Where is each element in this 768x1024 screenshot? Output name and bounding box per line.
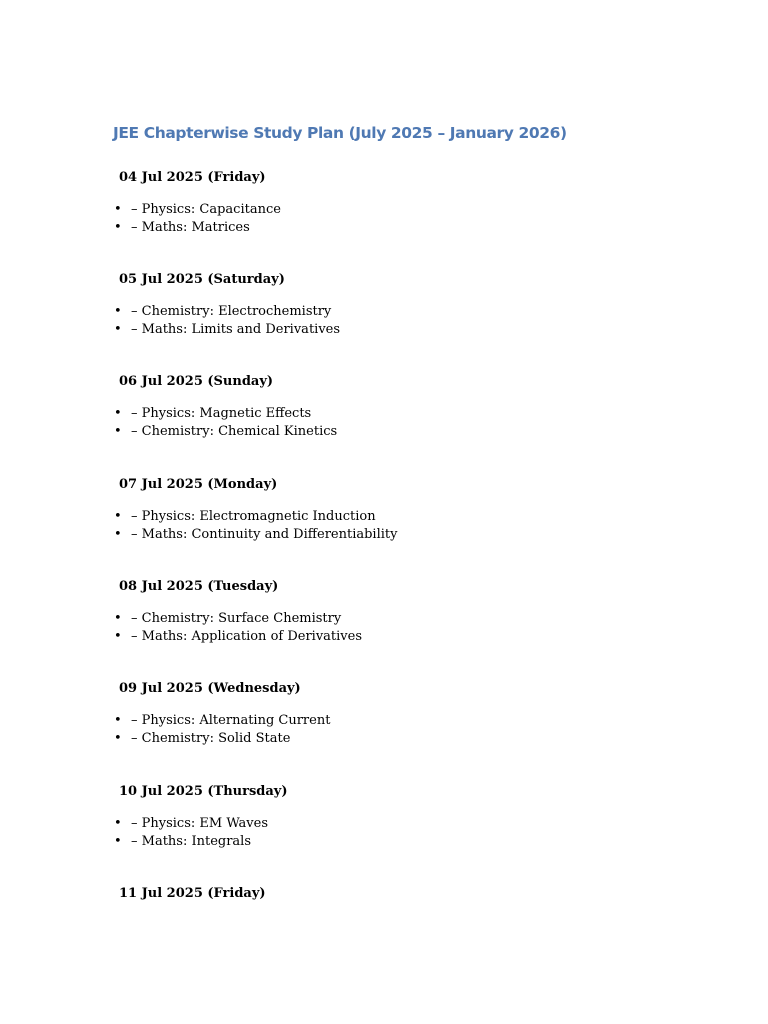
list-item-text: ⁠– Chemistry: Electrochemistry xyxy=(131,304,332,319)
bullet-icon: • xyxy=(114,816,122,831)
bullet-icon: • xyxy=(114,731,122,746)
day-heading: 06 Jul 2025 (Sunday) xyxy=(119,374,274,389)
day-heading: 05 Jul 2025 (Saturday) xyxy=(119,272,285,287)
day-heading: 09 Jul 2025 (Wednesday) xyxy=(119,681,301,696)
bullet-icon: • xyxy=(114,322,122,337)
list-item-text: ⁠– Maths: Application of Derivatives xyxy=(131,629,363,644)
list-item-text: ⁠– Chemistry: Surface Chemistry xyxy=(131,611,342,626)
list-item-text: ⁠– Physics: Capacitance xyxy=(131,202,281,217)
bullet-icon: • xyxy=(114,611,122,626)
list-item-text: ⁠– Maths: Matrices xyxy=(131,220,250,235)
day-heading: 08 Jul 2025 (Tuesday) xyxy=(119,579,279,594)
list-item-text: ⁠– Chemistry: Solid State xyxy=(131,731,291,746)
bullet-icon: • xyxy=(114,220,122,235)
day-heading: 07 Jul 2025 (Monday) xyxy=(119,477,278,492)
bullet-icon: • xyxy=(114,424,122,439)
day-heading: 04 Jul 2025 (Friday) xyxy=(119,170,266,185)
list-item-text: ⁠– Maths: Limits and Derivatives xyxy=(131,322,341,337)
list-item-text: ⁠– Physics: EM Waves xyxy=(131,816,269,831)
bullet-icon: • xyxy=(114,713,122,728)
day-heading: 10 Jul 2025 (Thursday) xyxy=(119,784,288,799)
list-item-text: ⁠– Maths: Continuity and Differentiability xyxy=(131,527,398,542)
day-heading: 11 Jul 2025 (Friday) xyxy=(119,886,266,901)
bullet-icon: • xyxy=(114,509,122,524)
bullet-icon: • xyxy=(114,304,122,319)
bullet-icon: • xyxy=(114,406,122,421)
bullet-icon: • xyxy=(114,202,122,217)
document-title: JEE Chapterwise Study Plan (July 2025 – January 2026) xyxy=(113,124,567,142)
list-item-text: ⁠– Chemistry: Chemical Kinetics xyxy=(131,424,338,439)
list-item-text: ⁠– Maths: Integrals xyxy=(131,834,252,849)
list-item-text: ⁠– Physics: Magnetic Effects xyxy=(131,406,312,421)
list-item-text: ⁠– Physics: Electromagnetic Induction xyxy=(131,509,376,524)
bullet-icon: • xyxy=(114,629,122,644)
list-item-text: ⁠– Physics: Alternating Current xyxy=(131,713,331,728)
bullet-icon: • xyxy=(114,527,122,542)
bullet-icon: • xyxy=(114,834,122,849)
